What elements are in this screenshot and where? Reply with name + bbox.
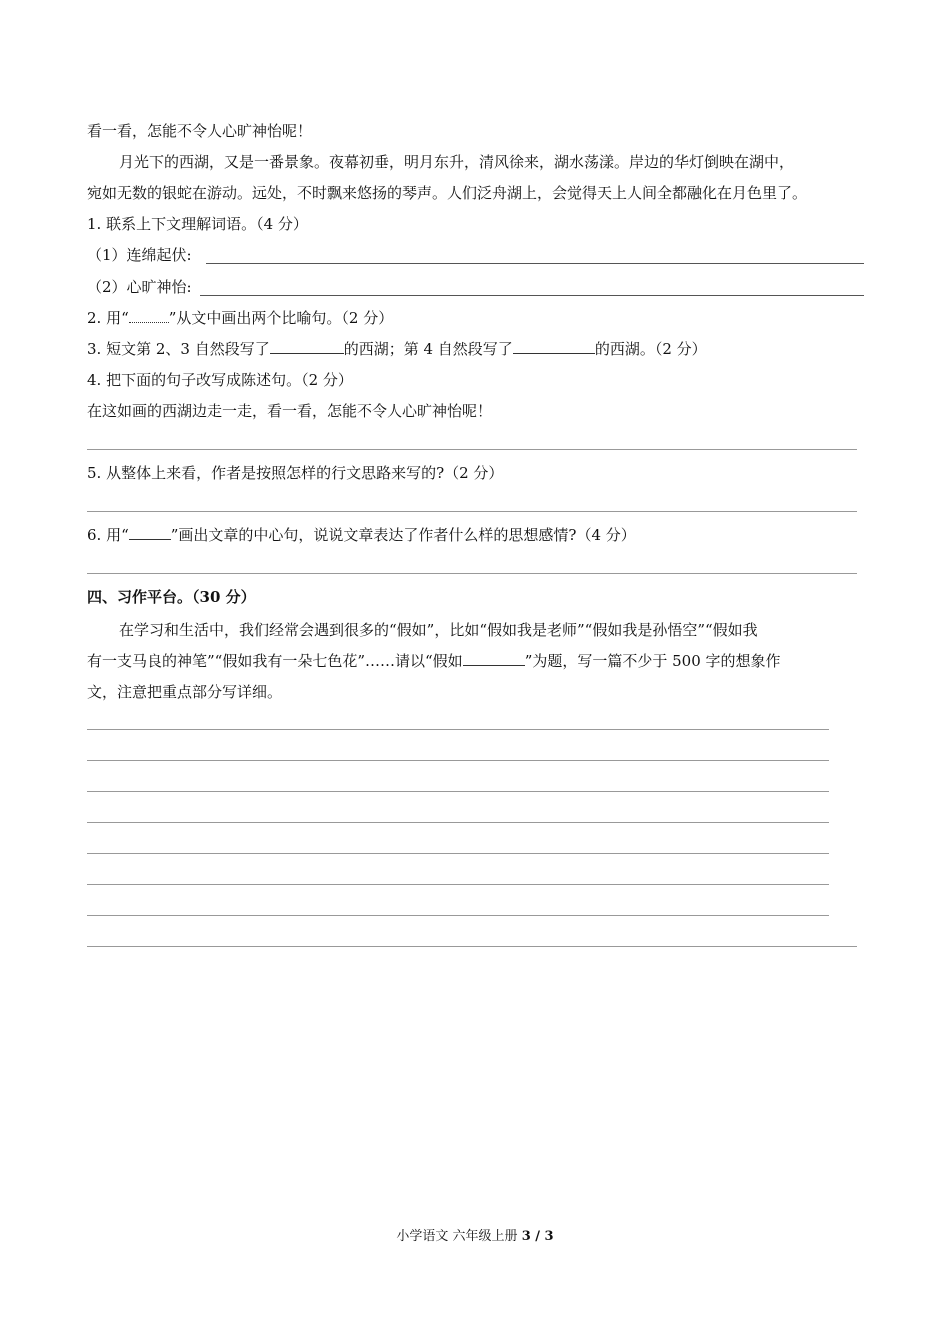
question-4: 4. 把下面的句子改写成陈述句。（2 分）	[87, 371, 353, 389]
answer-line-1b[interactable]	[200, 294, 864, 296]
question-3-middle: 的西湖；第 4 自然段写了	[343, 340, 513, 358]
question-6	[87, 525, 636, 545]
answer-line-5[interactable]	[87, 511, 857, 512]
writing-line[interactable]	[87, 822, 829, 823]
writing-line[interactable]	[87, 915, 829, 916]
writing-line[interactable]	[87, 853, 829, 854]
blank-3b[interactable]	[513, 339, 595, 354]
answer-line-6[interactable]	[87, 573, 857, 574]
passage-para2-line-2: 宛如无数的银蛇在游动。远处，不时飘来悠扬的琴声。人们泛舟湖上，会觉得天上人间全都融化在月色里了。	[87, 184, 808, 202]
writing-line[interactable]	[87, 884, 829, 885]
question-3	[87, 339, 707, 359]
question-2-prefix: 2. 用“	[87, 309, 129, 327]
page-footer	[0, 1228, 950, 1246]
blank-3a[interactable]	[270, 339, 344, 354]
underline-mark	[129, 525, 171, 540]
answer-line-4[interactable]	[87, 449, 857, 450]
writing-line[interactable]	[87, 760, 829, 761]
question-4-sentence: 在这如画的西湖边走一走，看一看，怎能不令人心旷神怡呢！	[87, 402, 493, 420]
passage-para2-line-1: 月光下的西湖，又是一番景象。夜幕初垂，明月东升，清风徐来，湖水荡漾。岸边的华灯倒映在湖中，	[119, 153, 795, 171]
writing-line[interactable]	[87, 946, 857, 947]
writing-line[interactable]	[87, 729, 829, 730]
answer-line-1a[interactable]	[206, 262, 864, 264]
wavy-underline-mark	[129, 312, 169, 323]
section-4-line-2-suffix: ”为题，写一篇不少于 500 字的想象作	[524, 652, 781, 670]
question-3-suffix: 的西湖。（2 分）	[594, 340, 707, 358]
question-1a-label: （1）连绵起伏:	[87, 246, 192, 264]
section-4-line-1: 在学习和生活中，我们经常会遇到很多的“假如”，比如“假如我是老师”“假如我是孙悟空”“假如我	[119, 621, 758, 639]
question-3-prefix: 3. 短文第 2、3 自然段写了	[87, 340, 270, 358]
question-2-suffix: ”从文中画出两个比喻句。（2 分）	[168, 309, 394, 327]
footer-subject: 小学语文 六年级上册	[396, 1229, 518, 1244]
question-1: 1. 联系上下文理解词语。（4 分）	[87, 215, 308, 233]
question-5: 5. 从整体上来看，作者是按照怎样的行文思路来写的?（2 分）	[87, 464, 504, 482]
section-4-line-2-prefix: 有一支马良的神笔”“假如我有一朵七色花”……请以“假如	[87, 652, 463, 670]
passage-line-1: 看一看，怎能不令人心旷神怡呢！	[87, 122, 313, 140]
question-6-suffix: ”画出文章的中心句，说说文章表达了作者什么样的思想感情?（4 分）	[170, 526, 636, 544]
section-4-line-2	[87, 651, 781, 671]
question-6-prefix: 6. 用“	[87, 526, 129, 544]
section-4-line-3: 文，注意把重点部分写详细。	[87, 683, 283, 701]
question-1b-label: （2）心旷神怡:	[87, 278, 192, 296]
writing-line[interactable]	[87, 791, 829, 792]
section-4-heading: 四、习作平台。（30 分）	[87, 588, 256, 606]
question-2	[87, 308, 393, 328]
title-blank[interactable]	[463, 651, 525, 666]
footer-page-number: 3 / 3	[521, 1229, 554, 1244]
